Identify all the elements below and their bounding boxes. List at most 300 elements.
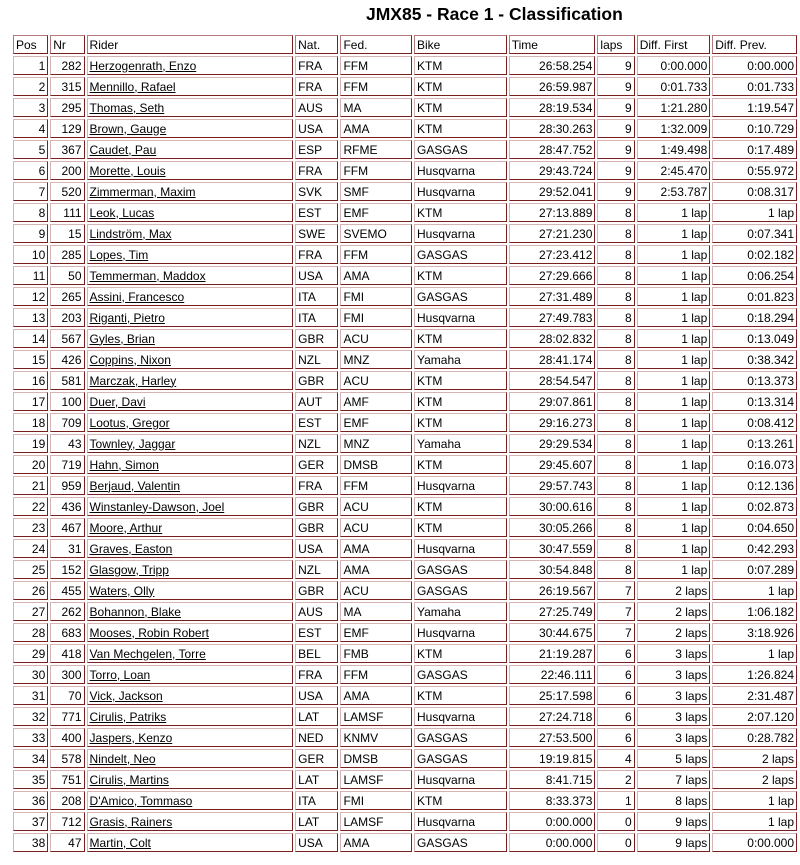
- cell-rider: [87, 455, 294, 474]
- rider-link[interactable]: Thomas, Seth: [89, 100, 165, 115]
- cell-diff-prev: 0:08.412: [712, 413, 797, 432]
- cell-nat: USA: [295, 266, 338, 285]
- cell-rider: [87, 770, 294, 789]
- cell-bike: Husqvarna: [414, 770, 507, 789]
- cell-diff-first: 0:01.733: [637, 77, 711, 96]
- rider-link[interactable]: D'Amico, Tommaso: [89, 793, 193, 808]
- rider-link[interactable]: Moore, Arthur: [89, 520, 163, 535]
- cell-diff-first: 1 lap: [637, 245, 711, 264]
- cell-nat: USA: [295, 119, 338, 138]
- cell-nat: EST: [295, 203, 338, 222]
- cell-diff-prev: 0:04.650: [712, 518, 797, 537]
- cell-diff-prev: 0:55.972: [712, 161, 797, 180]
- cell-diff-first: 2 laps: [637, 602, 711, 621]
- cell-fed: FFM: [340, 476, 412, 495]
- cell-fed: FFM: [340, 245, 412, 264]
- cell-fed: AMA: [340, 539, 412, 558]
- rider-link[interactable]: Townley, Jaggar: [89, 436, 176, 451]
- rider-link[interactable]: Morette, Louis: [89, 163, 166, 178]
- cell-pos: 8: [13, 203, 48, 222]
- cell-fed: LAMSF: [340, 707, 412, 726]
- page-title: JMX85 - Race 1 - Classification: [366, 4, 623, 24]
- cell-laps: 8: [597, 539, 634, 558]
- cell-laps: 8: [597, 392, 634, 411]
- cell-diff-prev: 0:01.733: [712, 77, 797, 96]
- cell-bike: Husqvarna: [414, 308, 507, 327]
- cell-rider: [87, 203, 294, 222]
- column-header-rider: Rider: [87, 35, 294, 54]
- table-row: [13, 560, 797, 579]
- cell-rider: [87, 161, 294, 180]
- cell-diff-first: 0:00.000: [637, 56, 711, 75]
- rider-link[interactable]: Berjaud, Valentin: [89, 478, 181, 493]
- rider-link[interactable]: Mennillo, Rafael: [89, 79, 176, 94]
- cell-time: 28:30.263: [509, 119, 596, 138]
- cell-diff-prev: 0:38.342: [712, 350, 797, 369]
- cell-nat: FRA: [295, 665, 338, 684]
- cell-nat: AUS: [295, 98, 338, 117]
- column-header-nr: Nr: [50, 35, 84, 54]
- table-row: [13, 308, 797, 327]
- cell-time: 29:43.724: [509, 161, 596, 180]
- cell-nat: EST: [295, 413, 338, 432]
- cell-laps: 9: [597, 182, 634, 201]
- cell-fed: DMSB: [340, 455, 412, 474]
- cell-fed: LAMSF: [340, 770, 412, 789]
- cell-nat: FRA: [295, 476, 338, 495]
- cell-bike: GASGAS: [414, 560, 507, 579]
- cell-rider: [87, 812, 294, 831]
- cell-nr: 262: [50, 602, 84, 621]
- rider-link[interactable]: Temmerman, Maddox: [89, 268, 206, 283]
- cell-fed: ACU: [340, 329, 412, 348]
- cell-fed: FFM: [340, 77, 412, 96]
- cell-nr: 47: [50, 833, 84, 852]
- cell-nat: NZL: [295, 350, 338, 369]
- cell-laps: 8: [597, 287, 634, 306]
- cell-time: 27:49.783: [509, 308, 596, 327]
- table-row: [13, 392, 797, 411]
- cell-bike: KTM: [414, 392, 507, 411]
- cell-bike: GASGAS: [414, 581, 507, 600]
- cell-pos: 29: [13, 644, 48, 663]
- table-row: [13, 455, 797, 474]
- rider-link[interactable]: Jaspers, Kenzo: [89, 730, 173, 745]
- cell-diff-prev: 0:10.729: [712, 119, 797, 138]
- cell-fed: MNZ: [340, 434, 412, 453]
- cell-diff-prev: 0:02.873: [712, 497, 797, 516]
- cell-time: 27:13.889: [509, 203, 596, 222]
- cell-diff-prev: 0:16.073: [712, 455, 797, 474]
- cell-pos: 22: [13, 497, 48, 516]
- cell-fed: ACU: [340, 581, 412, 600]
- rider-link[interactable]: Caudet, Pau: [89, 142, 157, 157]
- cell-rider: [87, 56, 294, 75]
- cell-fed: ACU: [340, 497, 412, 516]
- classification-table: [11, 33, 799, 854]
- cell-time: 30:47.559: [509, 539, 596, 558]
- cell-nr: 203: [50, 308, 84, 327]
- table-row: [13, 644, 797, 663]
- cell-nat: NZL: [295, 434, 338, 453]
- cell-bike: KTM: [414, 518, 507, 537]
- cell-diff-prev: 0:28.782: [712, 728, 797, 747]
- rider-link[interactable]: Cirulis, Martins: [89, 772, 169, 787]
- cell-nat: LAT: [295, 812, 338, 831]
- cell-laps: 8: [597, 455, 634, 474]
- cell-laps: 8: [597, 245, 634, 264]
- table-row: [13, 224, 797, 243]
- cell-rider: [87, 749, 294, 768]
- table-row: [13, 476, 797, 495]
- cell-laps: 8: [597, 224, 634, 243]
- cell-time: 29:07.861: [509, 392, 596, 411]
- rider-link[interactable]: Duer, Davi: [89, 394, 146, 409]
- table-row: [13, 140, 797, 159]
- cell-rider: [87, 350, 294, 369]
- cell-nat: LAT: [295, 770, 338, 789]
- rider-link[interactable]: Van Mechgelen, Torre: [89, 646, 206, 661]
- cell-nat: GBR: [295, 497, 338, 516]
- cell-bike: Yamaha: [414, 434, 507, 453]
- cell-laps: 6: [597, 665, 634, 684]
- cell-laps: 0: [597, 833, 634, 852]
- cell-rider: [87, 518, 294, 537]
- rider-link[interactable]: Gyles, Brian: [89, 331, 155, 346]
- cell-nat: GBR: [295, 518, 338, 537]
- rider-link[interactable]: Glasgow, Tripp: [89, 562, 169, 577]
- table-row: [13, 812, 797, 831]
- cell-diff-prev: 0:13.049: [712, 329, 797, 348]
- cell-diff-first: 1 lap: [637, 203, 711, 222]
- cell-diff-first: 1 lap: [637, 266, 711, 285]
- cell-time: 30:00.616: [509, 497, 596, 516]
- cell-nr: 581: [50, 371, 84, 390]
- cell-diff-first: 1 lap: [637, 392, 711, 411]
- cell-rider: [87, 833, 294, 852]
- cell-pos: 17: [13, 392, 48, 411]
- cell-bike: KTM: [414, 266, 507, 285]
- cell-bike: GASGAS: [414, 833, 507, 852]
- cell-pos: 21: [13, 476, 48, 495]
- cell-bike: Husqvarna: [414, 812, 507, 831]
- cell-laps: 8: [597, 371, 634, 390]
- cell-nr: 683: [50, 623, 84, 642]
- cell-laps: 6: [597, 728, 634, 747]
- rider-link[interactable]: Assini, Francesco: [89, 289, 185, 304]
- table-row: [13, 434, 797, 453]
- cell-diff-first: 2:45.470: [637, 161, 711, 180]
- cell-nr: 295: [50, 98, 84, 117]
- cell-nr: 31: [50, 539, 84, 558]
- cell-time: 27:29.666: [509, 266, 596, 285]
- cell-nr: 50: [50, 266, 84, 285]
- cell-pos: 25: [13, 560, 48, 579]
- cell-time: 27:23.412: [509, 245, 596, 264]
- table-row: [13, 770, 797, 789]
- cell-fed: FFM: [340, 56, 412, 75]
- cell-fed: FMB: [340, 644, 412, 663]
- cell-diff-first: 2 laps: [637, 623, 711, 642]
- cell-diff-prev: 0:00.000: [712, 833, 797, 852]
- rider-link[interactable]: Riganti, Pietro: [89, 310, 165, 325]
- cell-rider: [87, 413, 294, 432]
- cell-fed: FMI: [340, 308, 412, 327]
- table-row: [13, 833, 797, 852]
- cell-nr: 200: [50, 161, 84, 180]
- cell-bike: GASGAS: [414, 728, 507, 747]
- cell-time: 28:54.547: [509, 371, 596, 390]
- cell-fed: ACU: [340, 371, 412, 390]
- cell-diff-prev: 1 lap: [712, 581, 797, 600]
- cell-time: 29:52.041: [509, 182, 596, 201]
- cell-diff-prev: 0:12.136: [712, 476, 797, 495]
- cell-fed: RFME: [340, 140, 412, 159]
- cell-rider: [87, 791, 294, 810]
- cell-rider: [87, 560, 294, 579]
- cell-diff-first: 1 lap: [637, 371, 711, 390]
- rider-link[interactable]: Herzogenrath, Enzo: [89, 58, 197, 73]
- cell-bike: Husqvarna: [414, 182, 507, 201]
- cell-time: 22:46.111: [509, 665, 596, 684]
- cell-pos: 32: [13, 707, 48, 726]
- cell-time: 0:00.000: [509, 812, 596, 831]
- table-row: [13, 371, 797, 390]
- cell-bike: KTM: [414, 791, 507, 810]
- cell-diff-first: 1 lap: [637, 308, 711, 327]
- cell-time: 29:16.273: [509, 413, 596, 432]
- cell-fed: FFM: [340, 665, 412, 684]
- cell-nr: 751: [50, 770, 84, 789]
- cell-fed: EMF: [340, 623, 412, 642]
- cell-pos: 31: [13, 686, 48, 705]
- rider-link[interactable]: Bohannon, Blake: [89, 604, 181, 619]
- cell-laps: 9: [597, 77, 634, 96]
- cell-pos: 12: [13, 287, 48, 306]
- cell-laps: 9: [597, 56, 634, 75]
- cell-nr: 418: [50, 644, 84, 663]
- table-row: [13, 329, 797, 348]
- rider-link[interactable]: Martin, Colt: [89, 835, 151, 850]
- cell-time: 28:02.832: [509, 329, 596, 348]
- rider-link[interactable]: Lindström, Max: [89, 226, 172, 241]
- cell-bike: GASGAS: [414, 140, 507, 159]
- cell-rider: [87, 77, 294, 96]
- cell-nr: 43: [50, 434, 84, 453]
- cell-laps: 8: [597, 518, 634, 537]
- cell-nr: 315: [50, 77, 84, 96]
- cell-laps: 6: [597, 707, 634, 726]
- cell-rider: [87, 623, 294, 642]
- cell-nat: SVK: [295, 182, 338, 201]
- cell-nat: GBR: [295, 371, 338, 390]
- cell-laps: 2: [597, 770, 634, 789]
- cell-fed: FMI: [340, 791, 412, 810]
- cell-pos: 35: [13, 770, 48, 789]
- cell-pos: 1: [13, 56, 48, 75]
- cell-diff-first: 3 laps: [637, 665, 711, 684]
- cell-bike: KTM: [414, 413, 507, 432]
- table-row: [13, 245, 797, 264]
- cell-diff-prev: 0:07.341: [712, 224, 797, 243]
- cell-diff-prev: 3:18.926: [712, 623, 797, 642]
- cell-rider: [87, 98, 294, 117]
- cell-bike: KTM: [414, 455, 507, 474]
- rider-link[interactable]: Marczak, Harley: [89, 373, 177, 388]
- cell-laps: 8: [597, 308, 634, 327]
- cell-laps: 8: [597, 476, 634, 495]
- cell-pos: 9: [13, 224, 48, 243]
- cell-diff-first: 1 lap: [637, 560, 711, 579]
- column-header-diff-first: Diff. First: [637, 35, 711, 54]
- cell-diff-prev: 0:08.317: [712, 182, 797, 201]
- cell-bike: KTM: [414, 119, 507, 138]
- cell-laps: 1: [597, 791, 634, 810]
- cell-nr: 70: [50, 686, 84, 705]
- rider-link[interactable]: Brown, Gauge: [89, 121, 167, 136]
- cell-rider: [87, 434, 294, 453]
- cell-laps: 8: [597, 413, 634, 432]
- column-header-laps: laps: [597, 35, 634, 54]
- cell-nr: 719: [50, 455, 84, 474]
- cell-bike: GASGAS: [414, 749, 507, 768]
- cell-bike: KTM: [414, 98, 507, 117]
- cell-bike: GASGAS: [414, 245, 507, 264]
- rider-link[interactable]: Vick, Jackson: [89, 688, 163, 703]
- page-title-bar: [0, 4, 800, 28]
- cell-nat: ITA: [295, 287, 338, 306]
- cell-laps: 9: [597, 98, 634, 117]
- cell-fed: MA: [340, 98, 412, 117]
- cell-nr: 400: [50, 728, 84, 747]
- cell-pos: 28: [13, 623, 48, 642]
- rider-link[interactable]: Leok, Lucas: [89, 205, 155, 220]
- rider-link[interactable]: Lootus, Gregor: [89, 415, 170, 430]
- cell-diff-first: 9 laps: [637, 833, 711, 852]
- cell-diff-first: 1 lap: [637, 224, 711, 243]
- cell-diff-first: 1 lap: [637, 476, 711, 495]
- rider-link[interactable]: Waters, Olly: [89, 583, 155, 598]
- cell-time: 26:19.567: [509, 581, 596, 600]
- cell-laps: 8: [597, 350, 634, 369]
- cell-fed: AMA: [340, 560, 412, 579]
- cell-nat: FRA: [295, 161, 338, 180]
- cell-diff-prev: 0:07.289: [712, 560, 797, 579]
- cell-fed: AMA: [340, 686, 412, 705]
- cell-pos: 24: [13, 539, 48, 558]
- cell-fed: FMI: [340, 287, 412, 306]
- table-row: [13, 350, 797, 369]
- cell-diff-first: 1 lap: [637, 539, 711, 558]
- table-row: [13, 119, 797, 138]
- rider-link[interactable]: Mooses, Robin Robert: [89, 625, 209, 640]
- rider-link[interactable]: Cirulis, Patriks: [89, 709, 167, 724]
- cell-nat: USA: [295, 539, 338, 558]
- cell-nat: AUS: [295, 602, 338, 621]
- cell-time: 28:47.752: [509, 140, 596, 159]
- cell-diff-first: 3 laps: [637, 728, 711, 747]
- cell-diff-prev: 1 lap: [712, 644, 797, 663]
- cell-laps: 9: [597, 161, 634, 180]
- cell-diff-prev: 1 lap: [712, 791, 797, 810]
- cell-nr: 520: [50, 182, 84, 201]
- rider-link[interactable]: Lopes, Tim: [89, 247, 149, 262]
- cell-diff-prev: 0:18.294: [712, 308, 797, 327]
- cell-time: 21:19.287: [509, 644, 596, 663]
- cell-pos: 38: [13, 833, 48, 852]
- rider-link[interactable]: Zimmerman, Maxim: [89, 184, 196, 199]
- cell-time: 28:19.534: [509, 98, 596, 117]
- cell-diff-prev: 0:17.489: [712, 140, 797, 159]
- cell-fed: EMF: [340, 413, 412, 432]
- cell-rider: [87, 392, 294, 411]
- table-row: [13, 413, 797, 432]
- cell-nat: FRA: [295, 56, 338, 75]
- cell-diff-first: 8 laps: [637, 791, 711, 810]
- cell-bike: GASGAS: [414, 665, 507, 684]
- cell-rider: [87, 602, 294, 621]
- cell-diff-prev: 1 lap: [712, 812, 797, 831]
- rider-link[interactable]: Graves, Easton: [89, 541, 173, 556]
- rider-link[interactable]: Grasis, Rainers: [89, 814, 173, 829]
- cell-nr: 367: [50, 140, 84, 159]
- cell-bike: Husqvarna: [414, 623, 507, 642]
- table-header-row: [13, 35, 797, 54]
- cell-fed: AMF: [340, 392, 412, 411]
- cell-bike: KTM: [414, 203, 507, 222]
- cell-nr: 152: [50, 560, 84, 579]
- cell-nr: 771: [50, 707, 84, 726]
- cell-nr: 467: [50, 518, 84, 537]
- rider-link[interactable]: Coppins, Nixon: [89, 352, 171, 367]
- rider-link[interactable]: Hahn, Simon: [89, 457, 159, 472]
- column-header-pos: Pos: [13, 35, 48, 54]
- cell-time: 19:19.815: [509, 749, 596, 768]
- cell-laps: 9: [597, 140, 634, 159]
- cell-time: 26:59.987: [509, 77, 596, 96]
- cell-pos: 27: [13, 602, 48, 621]
- cell-pos: 15: [13, 350, 48, 369]
- cell-nat: GER: [295, 455, 338, 474]
- cell-time: 25:17.598: [509, 686, 596, 705]
- cell-rider: [87, 245, 294, 264]
- rider-link[interactable]: Torro, Loan: [89, 667, 151, 682]
- cell-nr: 300: [50, 665, 84, 684]
- table-row: [13, 182, 797, 201]
- cell-pos: 14: [13, 329, 48, 348]
- cell-laps: 9: [597, 119, 634, 138]
- cell-nr: 129: [50, 119, 84, 138]
- table-row: [13, 623, 797, 642]
- cell-time: 30:05.266: [509, 518, 596, 537]
- cell-bike: GASGAS: [414, 287, 507, 306]
- cell-diff-first: 9 laps: [637, 812, 711, 831]
- cell-diff-first: 1:49.498: [637, 140, 711, 159]
- cell-fed: SVEMO: [340, 224, 412, 243]
- table-row: [13, 203, 797, 222]
- cell-rider: [87, 476, 294, 495]
- cell-rider: [87, 140, 294, 159]
- table-row: [13, 581, 797, 600]
- cell-diff-prev: 0:13.261: [712, 434, 797, 453]
- cell-fed: FFM: [340, 161, 412, 180]
- cell-time: 8:33.373: [509, 791, 596, 810]
- cell-nat: SWE: [295, 224, 338, 243]
- cell-laps: 7: [597, 602, 634, 621]
- rider-link[interactable]: Nindelt, Neo: [89, 751, 156, 766]
- rider-link[interactable]: Winstanley-Dawson, Joel: [89, 499, 225, 514]
- cell-diff-prev: 0:02.182: [712, 245, 797, 264]
